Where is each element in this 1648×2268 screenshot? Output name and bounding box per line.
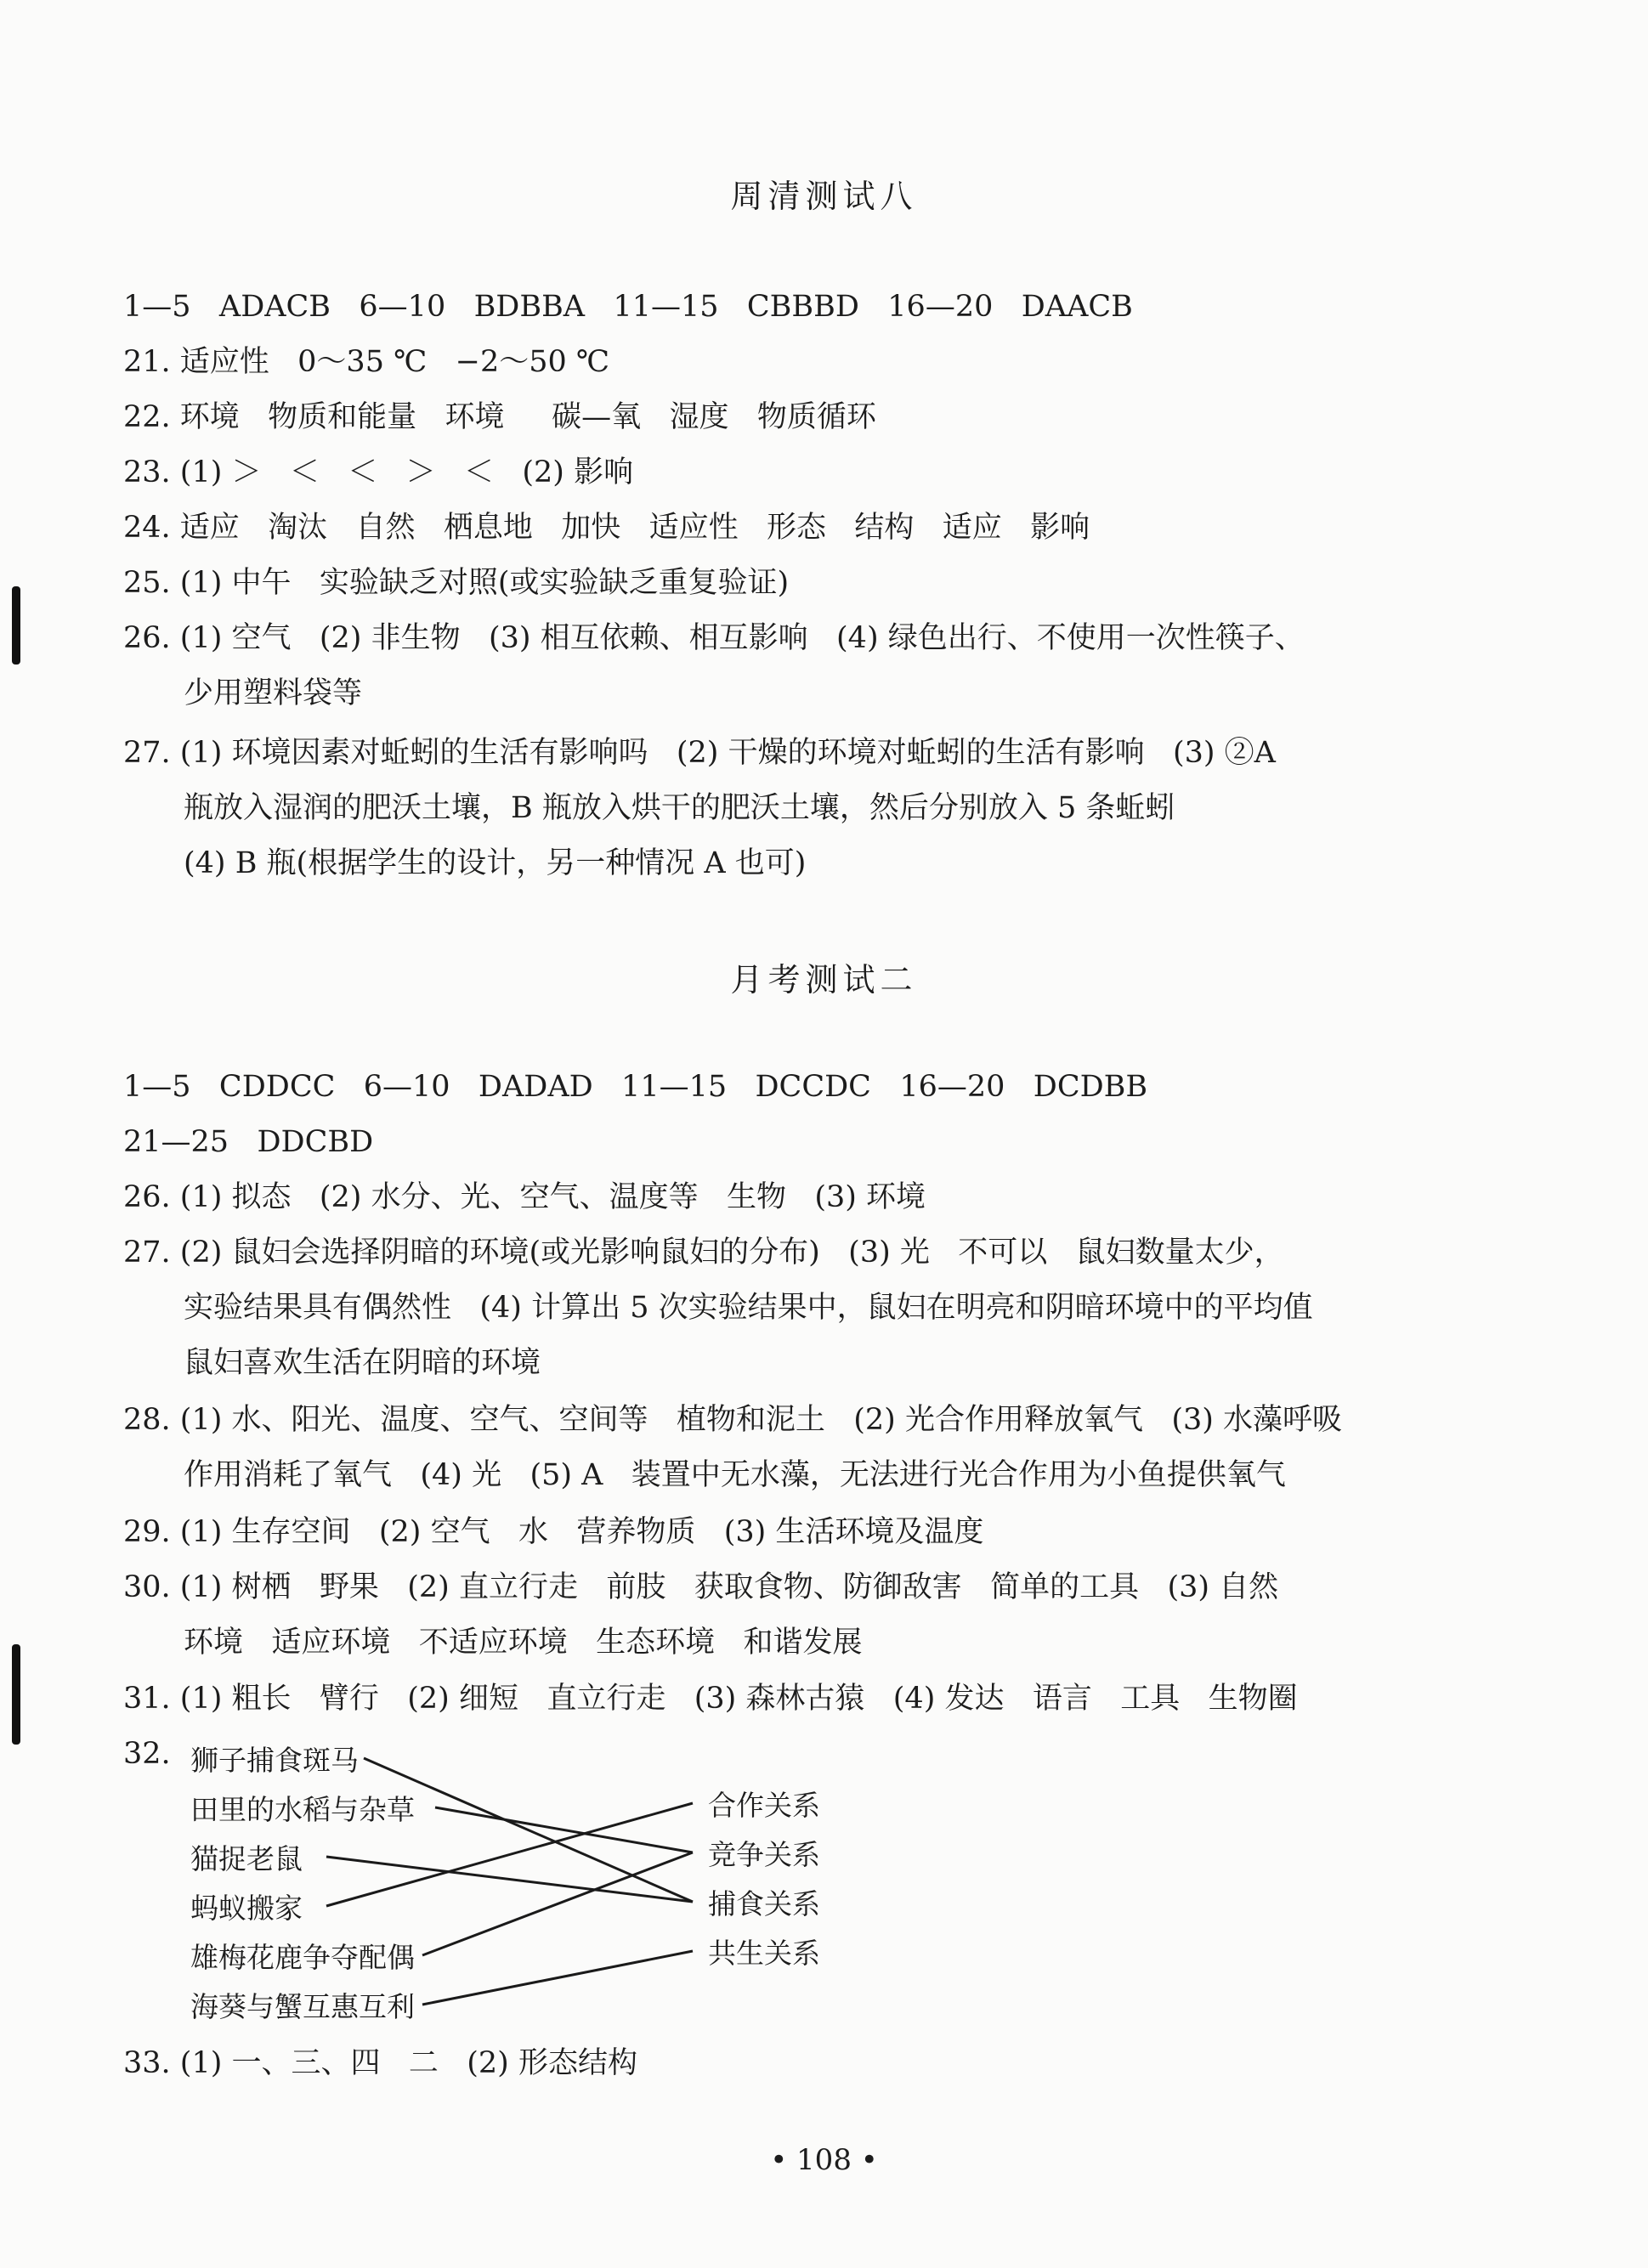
answer-line-continuation: 少用塑料袋等 (184, 676, 363, 710)
answer-line: 21. 适应性 0～35 ℃ −2～50 ℃ (123, 345, 610, 379)
page-number: • 108 • (770, 2143, 878, 2177)
answer-line: 27. (1) 环境因素对蚯蚓的生活有影响吗 (2) 干燥的环境对蚯蚓的生活有影响 (3) ②A (123, 736, 1276, 770)
answer-line: 24. 适应 淘汰 自然 栖息地 加快 适应性 形态 结构 适应 影响 (123, 511, 1090, 545)
answer-line-continuation: 实验结果具有偶然性 (4) 计算出 5 次实验结果中，鼠妇在明亮和阴暗环境中的平均值 (184, 1291, 1313, 1325)
answer-line: 26. (1) 空气 (2) 非生物 (3) 相互依赖、相互影响 (4) 绿色出行、不使用一次性筷子、 (123, 621, 1305, 655)
answer-line: 28. (1) 水、阳光、温度、空气、空间等 植物和泥土 (2) 光合作用释放氧气 (3) 水藻呼吸 (123, 1403, 1343, 1437)
match-line (326, 1803, 693, 1906)
answer-line: 1—5 ADACB 6—10 BDBBA 11—15 CBBBD 16—20 DAACB (123, 290, 1133, 324)
answer-line-continuation: 作用消耗了氧气 (4) 光 (5) A 装置中无水藻，无法进行光合作用为小鱼提供氧气 (184, 1458, 1286, 1492)
answer-line: 26. (1) 拟态 (2) 水分、光、空气、温度等 生物 (3) 环境 (123, 1180, 926, 1214)
match-left-item: 猫捉老鼠 (190, 1842, 303, 1875)
section-title-weekly-test-8: 周清测试八 (730, 178, 918, 215)
answer-line-continuation: 鼠妇喜欢生活在阴暗的环境 (184, 1346, 541, 1380)
answer-line: 30. (1) 树栖 野果 (2) 直立行走 前肢 获取食物、防御敌害 简单的工具 (3) 自然 (123, 1570, 1279, 1604)
match-left-item: 蚂蚁搬家 (190, 1892, 303, 1925)
answer-line: 31. (1) 粗长 臂行 (2) 细短 直立行走 (3) 森林古猿 (4) 发达 语言 工具 生物圈 (123, 1682, 1298, 1716)
match-right-item: 合作关系 (708, 1789, 820, 1822)
scan-mark (12, 586, 20, 665)
answer-line-continuation: 瓶放入湿润的肥沃土壤，B 瓶放入烘干的肥沃土壤，然后分别放入 5 条蚯蚓 (184, 791, 1175, 825)
match-left-item: 狮子捕食斑马 (190, 1744, 359, 1777)
match-line (422, 1951, 693, 2005)
match-left-item: 雄梅花鹿争夺配偶 (190, 1941, 415, 1974)
answer-line-continuation: (4) B 瓶(根据学生的设计，另一种情况 A 也可) (184, 846, 807, 880)
answer-line: 1—5 CDDCC 6—10 DADAD 11—15 DCCDC 16—20 DCDBB (123, 1070, 1148, 1104)
answer-line: 22. 环境 物质和能量 环境 碳—氧 湿度 物质循环 (123, 400, 876, 434)
match-right-item: 捕食关系 (708, 1887, 820, 1920)
section-title-monthly-test-2: 月考测试二 (730, 961, 918, 998)
match-left-item: 田里的水稻与杂草 (190, 1793, 415, 1826)
question-32-number: 32. (123, 1737, 171, 1771)
match-line (364, 1758, 693, 1902)
answer-line-continuation: 环境 适应环境 不适应环境 生态环境 和谐发展 (184, 1626, 863, 1660)
answer-line: 23. (1) ＞ ＜ ＜ ＞ ＜ (2) 影响 (123, 455, 634, 489)
scan-mark (12, 1644, 20, 1745)
match-right-item: 竞争关系 (708, 1838, 820, 1871)
answer-line: 29. (1) 生存空间 (2) 空气 水 营养物质 (3) 生活环境及温度 (123, 1515, 984, 1549)
match-left-item: 海葵与蟹互惠互利 (190, 1990, 415, 2023)
answer-line: 21—25 DDCBD (123, 1125, 374, 1159)
answer-line: 33. (1) 一、三、四 二 (2) 形态结构 (123, 2046, 637, 2080)
answer-line: 27. (2) 鼠妇会选择阴暗的环境(或光影响鼠妇的分布) (3) 光 不可以 鼠妇数量太少， (123, 1236, 1284, 1270)
answer-line: 25. (1) 中午 实验缺乏对照(或实验缺乏重复验证) (123, 566, 790, 600)
match-right-item: 共生关系 (708, 1937, 820, 1970)
match-line (326, 1857, 693, 1902)
